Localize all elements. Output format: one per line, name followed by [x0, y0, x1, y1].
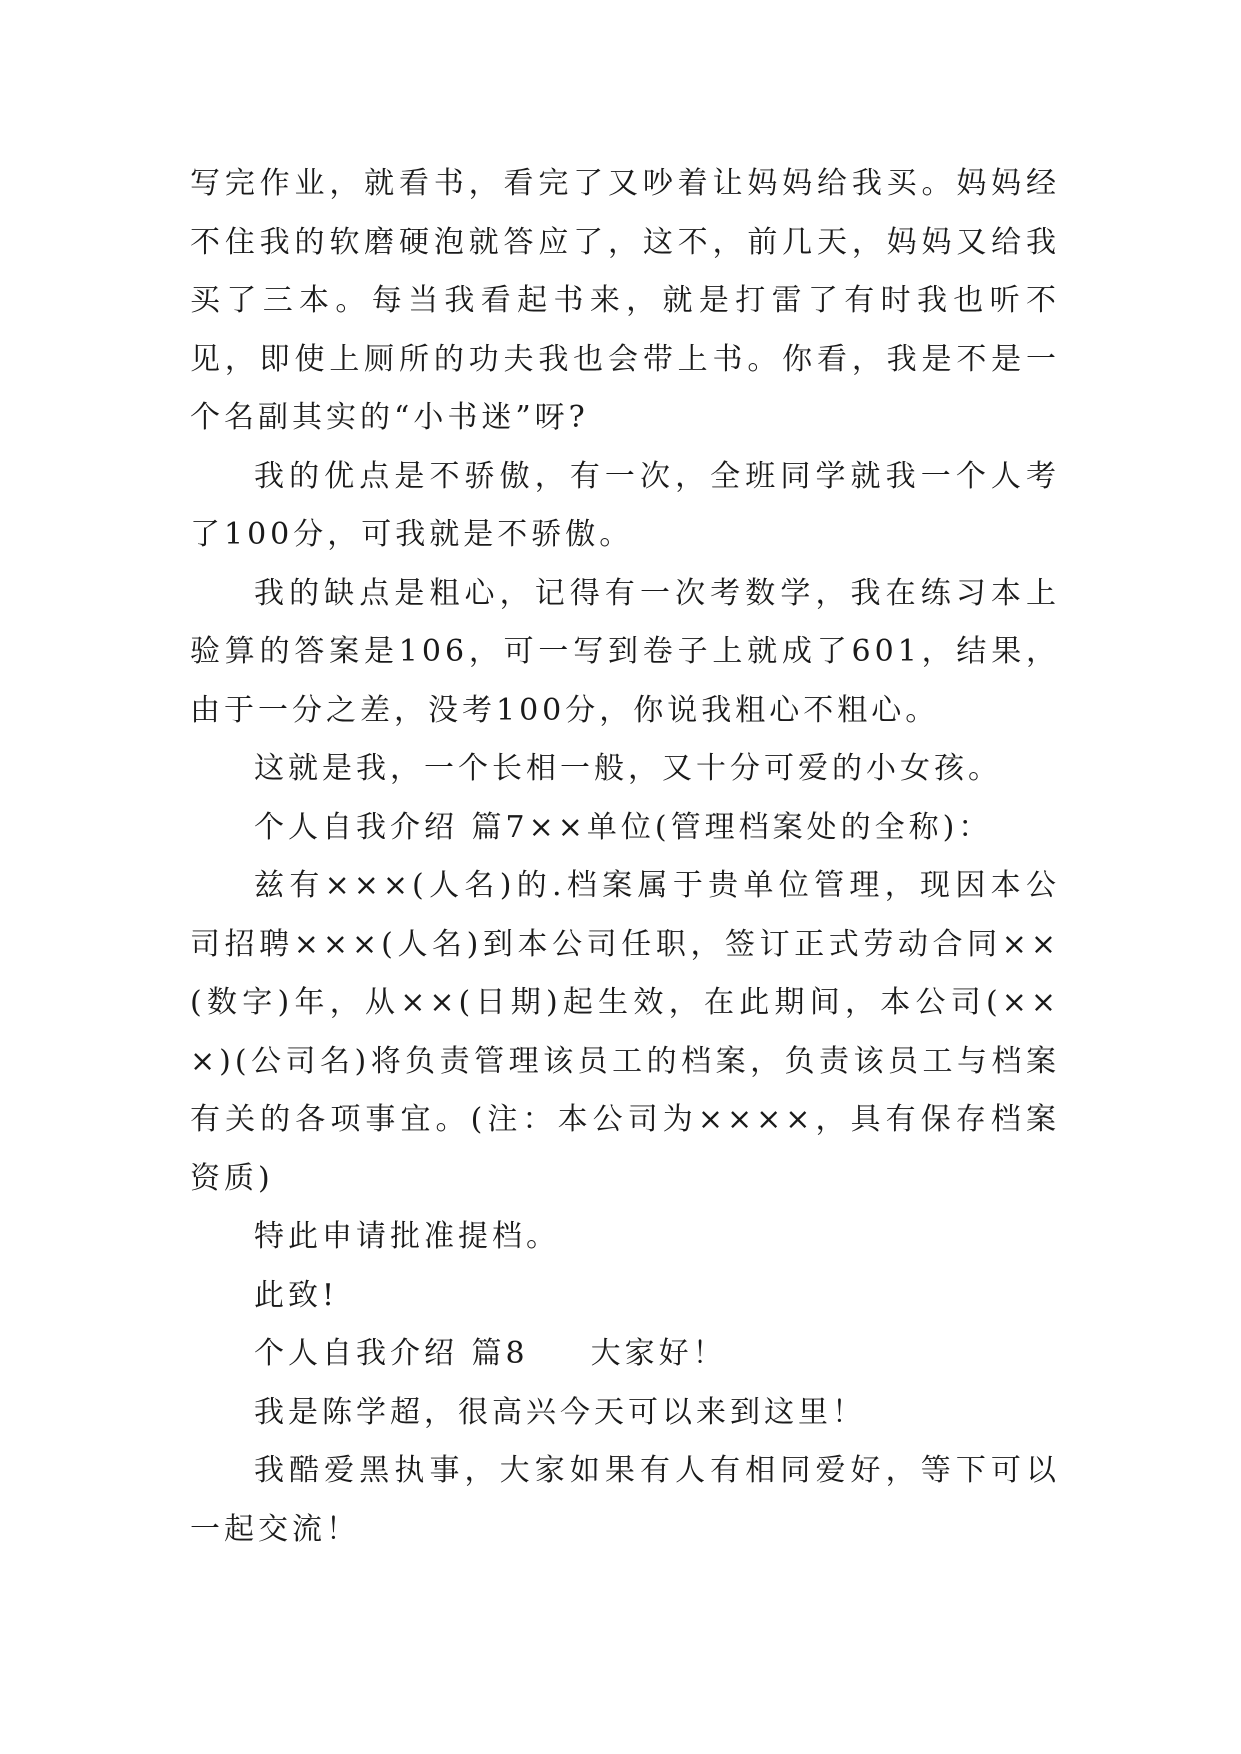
paragraph-reading-habit: 写完作业，就看书，看完了又吵着让妈妈给我买。妈妈经不住我的软磨硬泡就答应了，这不，前几天，妈妈又给我买了三本。每当我看起书来，就是打雷了有时我也听不见，即使上厕所的功夫我也会带上书。你看，我是不是一个名副其实的“小书迷”呀?	[190, 166, 1060, 435]
paragraph-self-name: 我是陈学超，很高兴今天可以来到这里！	[254, 1394, 866, 1430]
heading-8-greeting: 大家好！	[590, 1336, 727, 1371]
paragraph-archive-letter: 兹有×××(人名)的.档案属于贵单位管理，现因本公司招聘×××(人名)到本公司任职，签订正式劳动合同××(数字)年，从××(日期)起生效，在此期间，本公司(×××)(公司名)将负责管理该员工的档案，负责该员工与档案有关的各项事宜。(注：本公司为××××，具有保存档案资质)	[190, 868, 1060, 1196]
paragraph-heading-8	[190, 1325, 1060, 1384]
paragraph-hobby: 我酷爱黑执事，大家如果有人有相同爱好，等下可以一起交流！	[190, 1453, 1060, 1547]
paragraph-salutation: 此致!	[254, 1277, 339, 1313]
document-page	[190, 155, 1060, 1559]
paragraph-summary: 这就是我，一个长相一般，又十分可爱的小女孩。	[254, 751, 1002, 786]
heading-8-title: 个人自我介绍 篇8	[254, 1336, 529, 1371]
paragraph-strength: 我的优点是不骄傲，有一次，全班同学就我一个人考了100分，可我就是不骄傲。	[190, 458, 1060, 552]
paragraph-request: 特此申请批准提档。	[254, 1219, 560, 1254]
paragraph-heading-7: 个人自我介绍 篇7××单位(管理档案处的全称)：	[254, 809, 993, 845]
paragraph-weakness: 我的缺点是粗心，记得有一次考数学，我在练习本上验算的答案是106，可一写到卷子上就成了601，结果，由于一分之差，没考100分，你说我粗心不粗心。	[190, 575, 1060, 728]
